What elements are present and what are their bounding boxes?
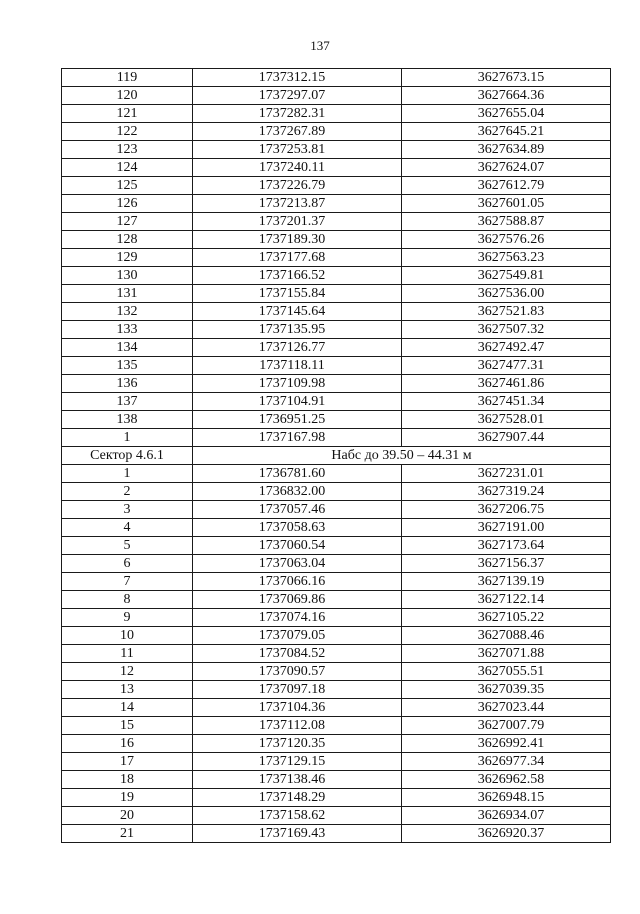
- coordinate-x: 1737201.37: [193, 213, 402, 231]
- table-row: [62, 807, 611, 825]
- point-number: 136: [62, 375, 193, 393]
- coordinate-y: 3627156.37: [402, 555, 611, 573]
- point-number: 131: [62, 285, 193, 303]
- point-number: 125: [62, 177, 193, 195]
- table-row: [62, 609, 611, 627]
- table-row: [62, 663, 611, 681]
- table-row: [62, 87, 611, 105]
- coordinate-x: 1737177.68: [193, 249, 402, 267]
- coordinate-y: 3626962.58: [402, 771, 611, 789]
- table-row: [62, 681, 611, 699]
- point-number: 128: [62, 231, 193, 249]
- coordinate-y: 3627319.24: [402, 483, 611, 501]
- coordinate-y: 3627612.79: [402, 177, 611, 195]
- coordinate-y: 3626977.34: [402, 753, 611, 771]
- point-number: 12: [62, 663, 193, 681]
- table-row: [62, 141, 611, 159]
- coordinate-y: 3627206.75: [402, 501, 611, 519]
- coordinate-y: 3627477.31: [402, 357, 611, 375]
- point-number: 13: [62, 681, 193, 699]
- point-number: 10: [62, 627, 193, 645]
- point-number: 16: [62, 735, 193, 753]
- table-row: [62, 123, 611, 141]
- table-row: [62, 357, 611, 375]
- coordinate-y: 3627088.46: [402, 627, 611, 645]
- table-row: [62, 285, 611, 303]
- table-row: [62, 195, 611, 213]
- coordinate-y: 3627563.23: [402, 249, 611, 267]
- sector-label: Сектор 4.6.1: [62, 447, 193, 465]
- point-number: 1: [62, 429, 193, 447]
- coordinate-y: 3627105.22: [402, 609, 611, 627]
- table-row: [62, 771, 611, 789]
- coordinate-x: 1737079.05: [193, 627, 402, 645]
- coordinate-x: 1736951.25: [193, 411, 402, 429]
- point-number: 17: [62, 753, 193, 771]
- coordinate-x: 1737213.87: [193, 195, 402, 213]
- coordinate-x: 1737138.46: [193, 771, 402, 789]
- coordinate-y: 3627071.88: [402, 645, 611, 663]
- coordinates-rows-before: [62, 69, 611, 447]
- coordinate-x: 1737112.08: [193, 717, 402, 735]
- point-number: 6: [62, 555, 193, 573]
- coordinate-y: 3627645.21: [402, 123, 611, 141]
- table-row: [62, 789, 611, 807]
- table-row: [62, 537, 611, 555]
- coordinate-x: 1737148.29: [193, 789, 402, 807]
- coordinate-y: 3627055.51: [402, 663, 611, 681]
- sector-row: [62, 447, 611, 465]
- coordinate-y: 3627549.81: [402, 267, 611, 285]
- table-row: [62, 699, 611, 717]
- coordinate-x: 1737109.98: [193, 375, 402, 393]
- point-number: 2: [62, 483, 193, 501]
- table-row: [62, 213, 611, 231]
- point-number: 15: [62, 717, 193, 735]
- point-number: 123: [62, 141, 193, 159]
- point-number: 21: [62, 825, 193, 843]
- table-row: [62, 753, 611, 771]
- point-number: 135: [62, 357, 193, 375]
- point-number: 18: [62, 771, 193, 789]
- point-number: 4: [62, 519, 193, 537]
- table-row: [62, 501, 611, 519]
- coordinate-y: 3627576.26: [402, 231, 611, 249]
- point-number: 138: [62, 411, 193, 429]
- point-number: 121: [62, 105, 193, 123]
- point-number: 20: [62, 807, 193, 825]
- table-row: [62, 465, 611, 483]
- coordinate-x: 1736781.60: [193, 465, 402, 483]
- point-number: 9: [62, 609, 193, 627]
- point-number: 7: [62, 573, 193, 591]
- coordinate-y: 3627673.15: [402, 69, 611, 87]
- coordinate-x: 1737057.46: [193, 501, 402, 519]
- table-row: [62, 555, 611, 573]
- coordinate-y: 3627634.89: [402, 141, 611, 159]
- coordinate-x: 1737282.31: [193, 105, 402, 123]
- point-number: 130: [62, 267, 193, 285]
- coordinate-x: 1737253.81: [193, 141, 402, 159]
- coordinate-y: 3627023.44: [402, 699, 611, 717]
- coordinate-x: 1737297.07: [193, 87, 402, 105]
- point-number: 133: [62, 321, 193, 339]
- coordinate-x: 1737104.91: [193, 393, 402, 411]
- coordinate-y: 3627451.34: [402, 393, 611, 411]
- table-row: [62, 303, 611, 321]
- table-row: [62, 69, 611, 87]
- coordinate-x: 1737063.04: [193, 555, 402, 573]
- coordinate-y: 3626920.37: [402, 825, 611, 843]
- coordinate-x: 1737129.15: [193, 753, 402, 771]
- coordinate-x: 1737189.30: [193, 231, 402, 249]
- point-number: 126: [62, 195, 193, 213]
- coordinate-y: 3627907.44: [402, 429, 611, 447]
- table-row: [62, 645, 611, 663]
- table-row: [62, 825, 611, 843]
- coordinate-x: 1737126.77: [193, 339, 402, 357]
- point-number: 137: [62, 393, 193, 411]
- point-number: 129: [62, 249, 193, 267]
- table-row: [62, 735, 611, 753]
- table-row: [62, 375, 611, 393]
- coordinate-y: 3627461.86: [402, 375, 611, 393]
- coordinate-y: 3627122.14: [402, 591, 611, 609]
- point-number: 122: [62, 123, 193, 141]
- coordinate-y: 3627231.01: [402, 465, 611, 483]
- coordinate-x: 1737104.36: [193, 699, 402, 717]
- table-row: [62, 411, 611, 429]
- coordinate-x: 1737312.15: [193, 69, 402, 87]
- point-number: 127: [62, 213, 193, 231]
- point-number: 1: [62, 465, 193, 483]
- coordinate-x: 1737169.43: [193, 825, 402, 843]
- coordinate-y: 3627007.79: [402, 717, 611, 735]
- coordinate-y: 3627588.87: [402, 213, 611, 231]
- coordinate-x: 1737084.52: [193, 645, 402, 663]
- point-number: 8: [62, 591, 193, 609]
- table-row: [62, 267, 611, 285]
- coordinate-y: 3627191.00: [402, 519, 611, 537]
- coordinate-y: 3627601.05: [402, 195, 611, 213]
- coordinate-x: 1737135.95: [193, 321, 402, 339]
- coordinate-y: 3627624.07: [402, 159, 611, 177]
- coordinate-y: 3626934.07: [402, 807, 611, 825]
- sector-header: [62, 447, 611, 465]
- point-number: 19: [62, 789, 193, 807]
- point-number: 124: [62, 159, 193, 177]
- coordinate-x: 1737166.52: [193, 267, 402, 285]
- table-row: [62, 321, 611, 339]
- coordinate-x: 1737145.64: [193, 303, 402, 321]
- coordinate-x: 1737118.11: [193, 357, 402, 375]
- coordinate-y: 3627528.01: [402, 411, 611, 429]
- table-row: [62, 429, 611, 447]
- sector-height-range: Набс до 39.50 – 44.31 м: [193, 447, 611, 465]
- coordinate-y: 3627173.64: [402, 537, 611, 555]
- page-number: 137: [310, 38, 330, 53]
- table-row: [62, 519, 611, 537]
- point-number: 3: [62, 501, 193, 519]
- coordinate-x: 1737158.62: [193, 807, 402, 825]
- coordinate-x: 1737155.84: [193, 285, 402, 303]
- coordinate-y: 3627536.00: [402, 285, 611, 303]
- coordinate-y: 3627507.32: [402, 321, 611, 339]
- coordinate-y: 3627039.35: [402, 681, 611, 699]
- coordinate-y: 3627139.19: [402, 573, 611, 591]
- coordinate-x: 1737226.79: [193, 177, 402, 195]
- coordinate-y: 3627655.04: [402, 105, 611, 123]
- table-row: [62, 591, 611, 609]
- point-number: 132: [62, 303, 193, 321]
- coordinate-y: 3627521.83: [402, 303, 611, 321]
- table-row: [62, 105, 611, 123]
- point-number: 119: [62, 69, 193, 87]
- coordinate-x: 1737058.63: [193, 519, 402, 537]
- point-number: 120: [62, 87, 193, 105]
- coordinate-y: 3627492.47: [402, 339, 611, 357]
- coordinate-x: 1737167.98: [193, 429, 402, 447]
- table-row: [62, 717, 611, 735]
- table-row: [62, 249, 611, 267]
- table-row: [62, 627, 611, 645]
- point-number: 14: [62, 699, 193, 717]
- coordinate-x: 1737240.11: [193, 159, 402, 177]
- coordinate-y: 3626992.41: [402, 735, 611, 753]
- coordinate-x: 1737060.54: [193, 537, 402, 555]
- table-row: [62, 393, 611, 411]
- table-row: [62, 339, 611, 357]
- coordinate-x: 1737120.35: [193, 735, 402, 753]
- point-number: 5: [62, 537, 193, 555]
- coordinate-x: 1736832.00: [193, 483, 402, 501]
- point-number: 134: [62, 339, 193, 357]
- coordinate-y: 3626948.15: [402, 789, 611, 807]
- table-row: [62, 231, 611, 249]
- coordinate-x: 1737097.18: [193, 681, 402, 699]
- coordinate-x: 1737090.57: [193, 663, 402, 681]
- coordinate-x: 1737074.16: [193, 609, 402, 627]
- coordinates-table: [61, 68, 611, 843]
- coordinate-x: 1737069.86: [193, 591, 402, 609]
- coordinates-rows-after: [62, 465, 611, 843]
- table-row: [62, 483, 611, 501]
- point-number: 11: [62, 645, 193, 663]
- table-row: [62, 159, 611, 177]
- table-row: [62, 573, 611, 591]
- coordinate-x: 1737066.16: [193, 573, 402, 591]
- coordinate-x: 1737267.89: [193, 123, 402, 141]
- table-row: [62, 177, 611, 195]
- coordinate-y: 3627664.36: [402, 87, 611, 105]
